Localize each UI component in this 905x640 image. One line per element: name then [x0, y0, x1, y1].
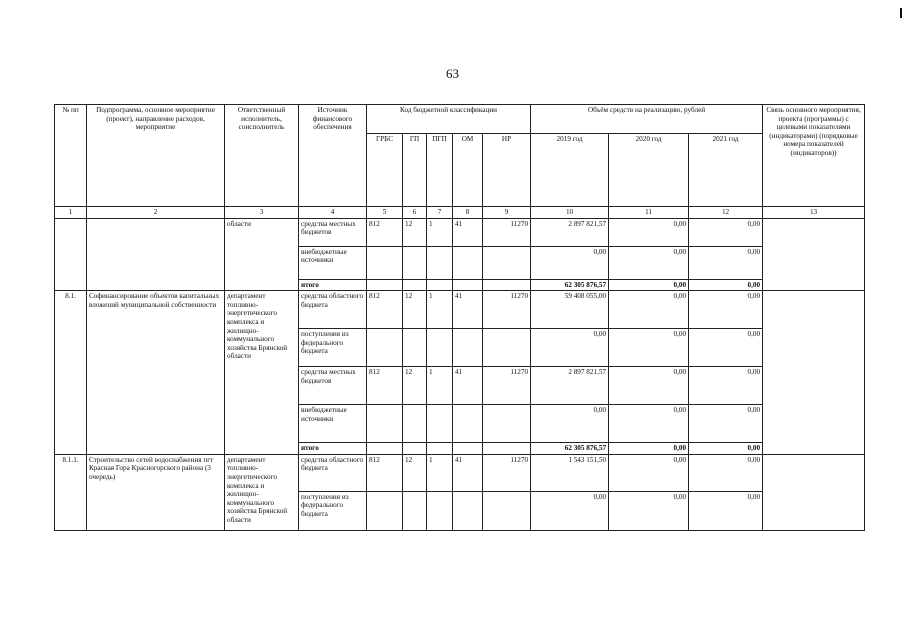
pgp-cell: 1 [427, 218, 453, 246]
program-name-cell [87, 218, 225, 291]
grbs-cell [367, 279, 403, 291]
amount-2020-cell: 0,00 [609, 367, 689, 405]
table-row [55, 291, 865, 329]
amount-2020-cell: 0,00 [609, 291, 689, 329]
pgp-cell [427, 246, 453, 279]
header-2020: 2020 год [609, 134, 689, 207]
table-row [55, 218, 865, 246]
grbs-cell: 812 [367, 454, 403, 491]
source-cell: средства местных бюджетов [299, 367, 367, 405]
om-cell [453, 405, 483, 443]
executor-cell: области [225, 218, 299, 291]
table-row [55, 454, 865, 491]
source-cell: поступления из федерального бюджета [299, 491, 367, 530]
amount-2020-cell: 0,00 [609, 329, 689, 367]
gp-cell [403, 279, 427, 291]
gp-cell: 12 [403, 367, 427, 405]
om-cell [453, 246, 483, 279]
source-cell: поступления из федерального бюджета [299, 329, 367, 367]
amount-2019-cell: 62 305 876,57 [531, 443, 609, 455]
nr-cell: 11270 [483, 291, 531, 329]
amount-2019-cell: 0,00 [531, 491, 609, 530]
nr-cell [483, 405, 531, 443]
nr-cell [483, 279, 531, 291]
link-cell [763, 291, 865, 455]
executor-cell: департамент топливно-энергетического комплекса и жилищно-коммунального хозяйства Брянской области [225, 454, 299, 530]
nr-cell [483, 443, 531, 455]
grbs-cell [367, 405, 403, 443]
grbs-cell: 812 [367, 218, 403, 246]
amount-2021-cell: 0,00 [689, 291, 763, 329]
column-number: 11 [609, 207, 689, 219]
amount-2021-cell: 0,00 [689, 367, 763, 405]
executor-cell: департамент топливно-энергетического комплекса и жилищно-коммунального хозяйства Брянской области [225, 291, 299, 455]
header-grbs: ГРБС [367, 134, 403, 207]
link-cell [763, 218, 865, 291]
pgp-cell [427, 491, 453, 530]
om-cell: 41 [453, 454, 483, 491]
om-cell: 41 [453, 291, 483, 329]
source-cell: средства областного бюджета [299, 454, 367, 491]
amount-2021-cell: 0,00 [689, 405, 763, 443]
amount-2021-cell: 0,00 [689, 329, 763, 367]
column-number: 4 [299, 207, 367, 219]
gp-cell: 12 [403, 218, 427, 246]
column-number: 5 [367, 207, 403, 219]
column-number: 13 [763, 207, 865, 219]
amount-2019-cell: 59 408 055,00 [531, 291, 609, 329]
source-cell: внебюджетные источники [299, 405, 367, 443]
amount-2020-cell: 0,00 [609, 491, 689, 530]
amount-2019-cell: 0,00 [531, 405, 609, 443]
pgp-cell [427, 279, 453, 291]
pgp-cell [427, 329, 453, 367]
header-link: Связь основного мероприятия, проекта (программы) с целевыми показателями (индикаторами) (порядковые номера показателей (индикаторов)) [763, 105, 865, 207]
amount-2021-cell: 0,00 [689, 443, 763, 455]
amount-2021-cell: 0,00 [689, 246, 763, 279]
column-number: 10 [531, 207, 609, 219]
header-no: № пп [55, 105, 87, 207]
gp-cell: 12 [403, 454, 427, 491]
om-cell [453, 279, 483, 291]
amount-2020-cell: 0,00 [609, 279, 689, 291]
gp-cell: 12 [403, 291, 427, 329]
column-number: 8 [453, 207, 483, 219]
amount-2021-cell: 0,00 [689, 491, 763, 530]
gp-cell [403, 443, 427, 455]
header-2019: 2019 год [531, 134, 609, 207]
pgp-cell: 1 [427, 454, 453, 491]
link-cell [763, 454, 865, 530]
source-cell: итого [299, 279, 367, 291]
source-cell: средства областного бюджета [299, 291, 367, 329]
gp-cell [403, 246, 427, 279]
amount-2019-cell: 0,00 [531, 246, 609, 279]
grbs-cell [367, 491, 403, 530]
amount-2020-cell: 0,00 [609, 454, 689, 491]
gp-cell [403, 405, 427, 443]
amount-2019-cell: 2 897 821,57 [531, 367, 609, 405]
program-name-cell: Софинансирование объектов капитальных вложений муниципальной собственности [87, 291, 225, 455]
header-source: Источник финансового обеспечения [299, 105, 367, 207]
nr-cell: 11270 [483, 218, 531, 246]
row-number-cell: 8.1. [55, 291, 87, 455]
page-edge-mark [900, 8, 902, 18]
grbs-cell [367, 443, 403, 455]
nr-cell: 11270 [483, 454, 531, 491]
column-number: 7 [427, 207, 453, 219]
column-number: 6 [403, 207, 427, 219]
amount-2019-cell: 2 897 821,57 [531, 218, 609, 246]
header-row-top [55, 105, 865, 134]
amount-2020-cell: 0,00 [609, 405, 689, 443]
header-amount: Объём средств на реализацию, рублей [531, 105, 763, 134]
column-number: 3 [225, 207, 299, 219]
om-cell: 41 [453, 367, 483, 405]
om-cell [453, 443, 483, 455]
column-number: 1 [55, 207, 87, 219]
column-number: 12 [689, 207, 763, 219]
source-cell: внебюджетные источники [299, 246, 367, 279]
column-number-row [55, 207, 865, 219]
nr-cell [483, 246, 531, 279]
amount-2020-cell: 0,00 [609, 246, 689, 279]
amount-2019-cell: 0,00 [531, 329, 609, 367]
nr-cell [483, 329, 531, 367]
gp-cell [403, 329, 427, 367]
header-2021: 2021 год [689, 134, 763, 207]
column-number: 2 [87, 207, 225, 219]
om-cell: 41 [453, 218, 483, 246]
grbs-cell: 812 [367, 367, 403, 405]
nr-cell [483, 491, 531, 530]
row-number-cell [55, 218, 87, 291]
amount-2019-cell: 62 305 876,57 [531, 279, 609, 291]
header-om: ОМ [453, 134, 483, 207]
pgp-cell: 1 [427, 291, 453, 329]
header-gp: ГП [403, 134, 427, 207]
program-name-cell: Строительство сетей водоснабжения пгт Красная Гора Красногорского района (3 очередь) [87, 454, 225, 530]
grbs-cell: 812 [367, 291, 403, 329]
header-budget-code: Код бюджетной классификации [367, 105, 531, 134]
grbs-cell [367, 246, 403, 279]
amount-2020-cell: 0,00 [609, 443, 689, 455]
gp-cell [403, 491, 427, 530]
amount-2019-cell: 1 543 151,50 [531, 454, 609, 491]
row-number-cell: 8.1.1. [55, 454, 87, 530]
page-number: 63 [446, 66, 459, 81]
header-nr: НР [483, 134, 531, 207]
grbs-cell [367, 329, 403, 367]
pgp-cell [427, 405, 453, 443]
om-cell [453, 491, 483, 530]
column-number: 9 [483, 207, 531, 219]
nr-cell: 11270 [483, 367, 531, 405]
source-cell: итого [299, 443, 367, 455]
amount-2020-cell: 0,00 [609, 218, 689, 246]
amount-2021-cell: 0,00 [689, 218, 763, 246]
amount-2021-cell: 0,00 [689, 454, 763, 491]
header-program: Подпрограмма, основное мероприятие (проект), направление расходов, мероприятие [87, 105, 225, 207]
header-executor: Ответственный исполнитель, соисполнитель [225, 105, 299, 207]
amount-2021-cell: 0,00 [689, 279, 763, 291]
header-pgp: ПГП [427, 134, 453, 207]
source-cell: средства местных бюджетов [299, 218, 367, 246]
budget-table [54, 104, 865, 531]
om-cell [453, 329, 483, 367]
pgp-cell [427, 443, 453, 455]
pgp-cell: 1 [427, 367, 453, 405]
